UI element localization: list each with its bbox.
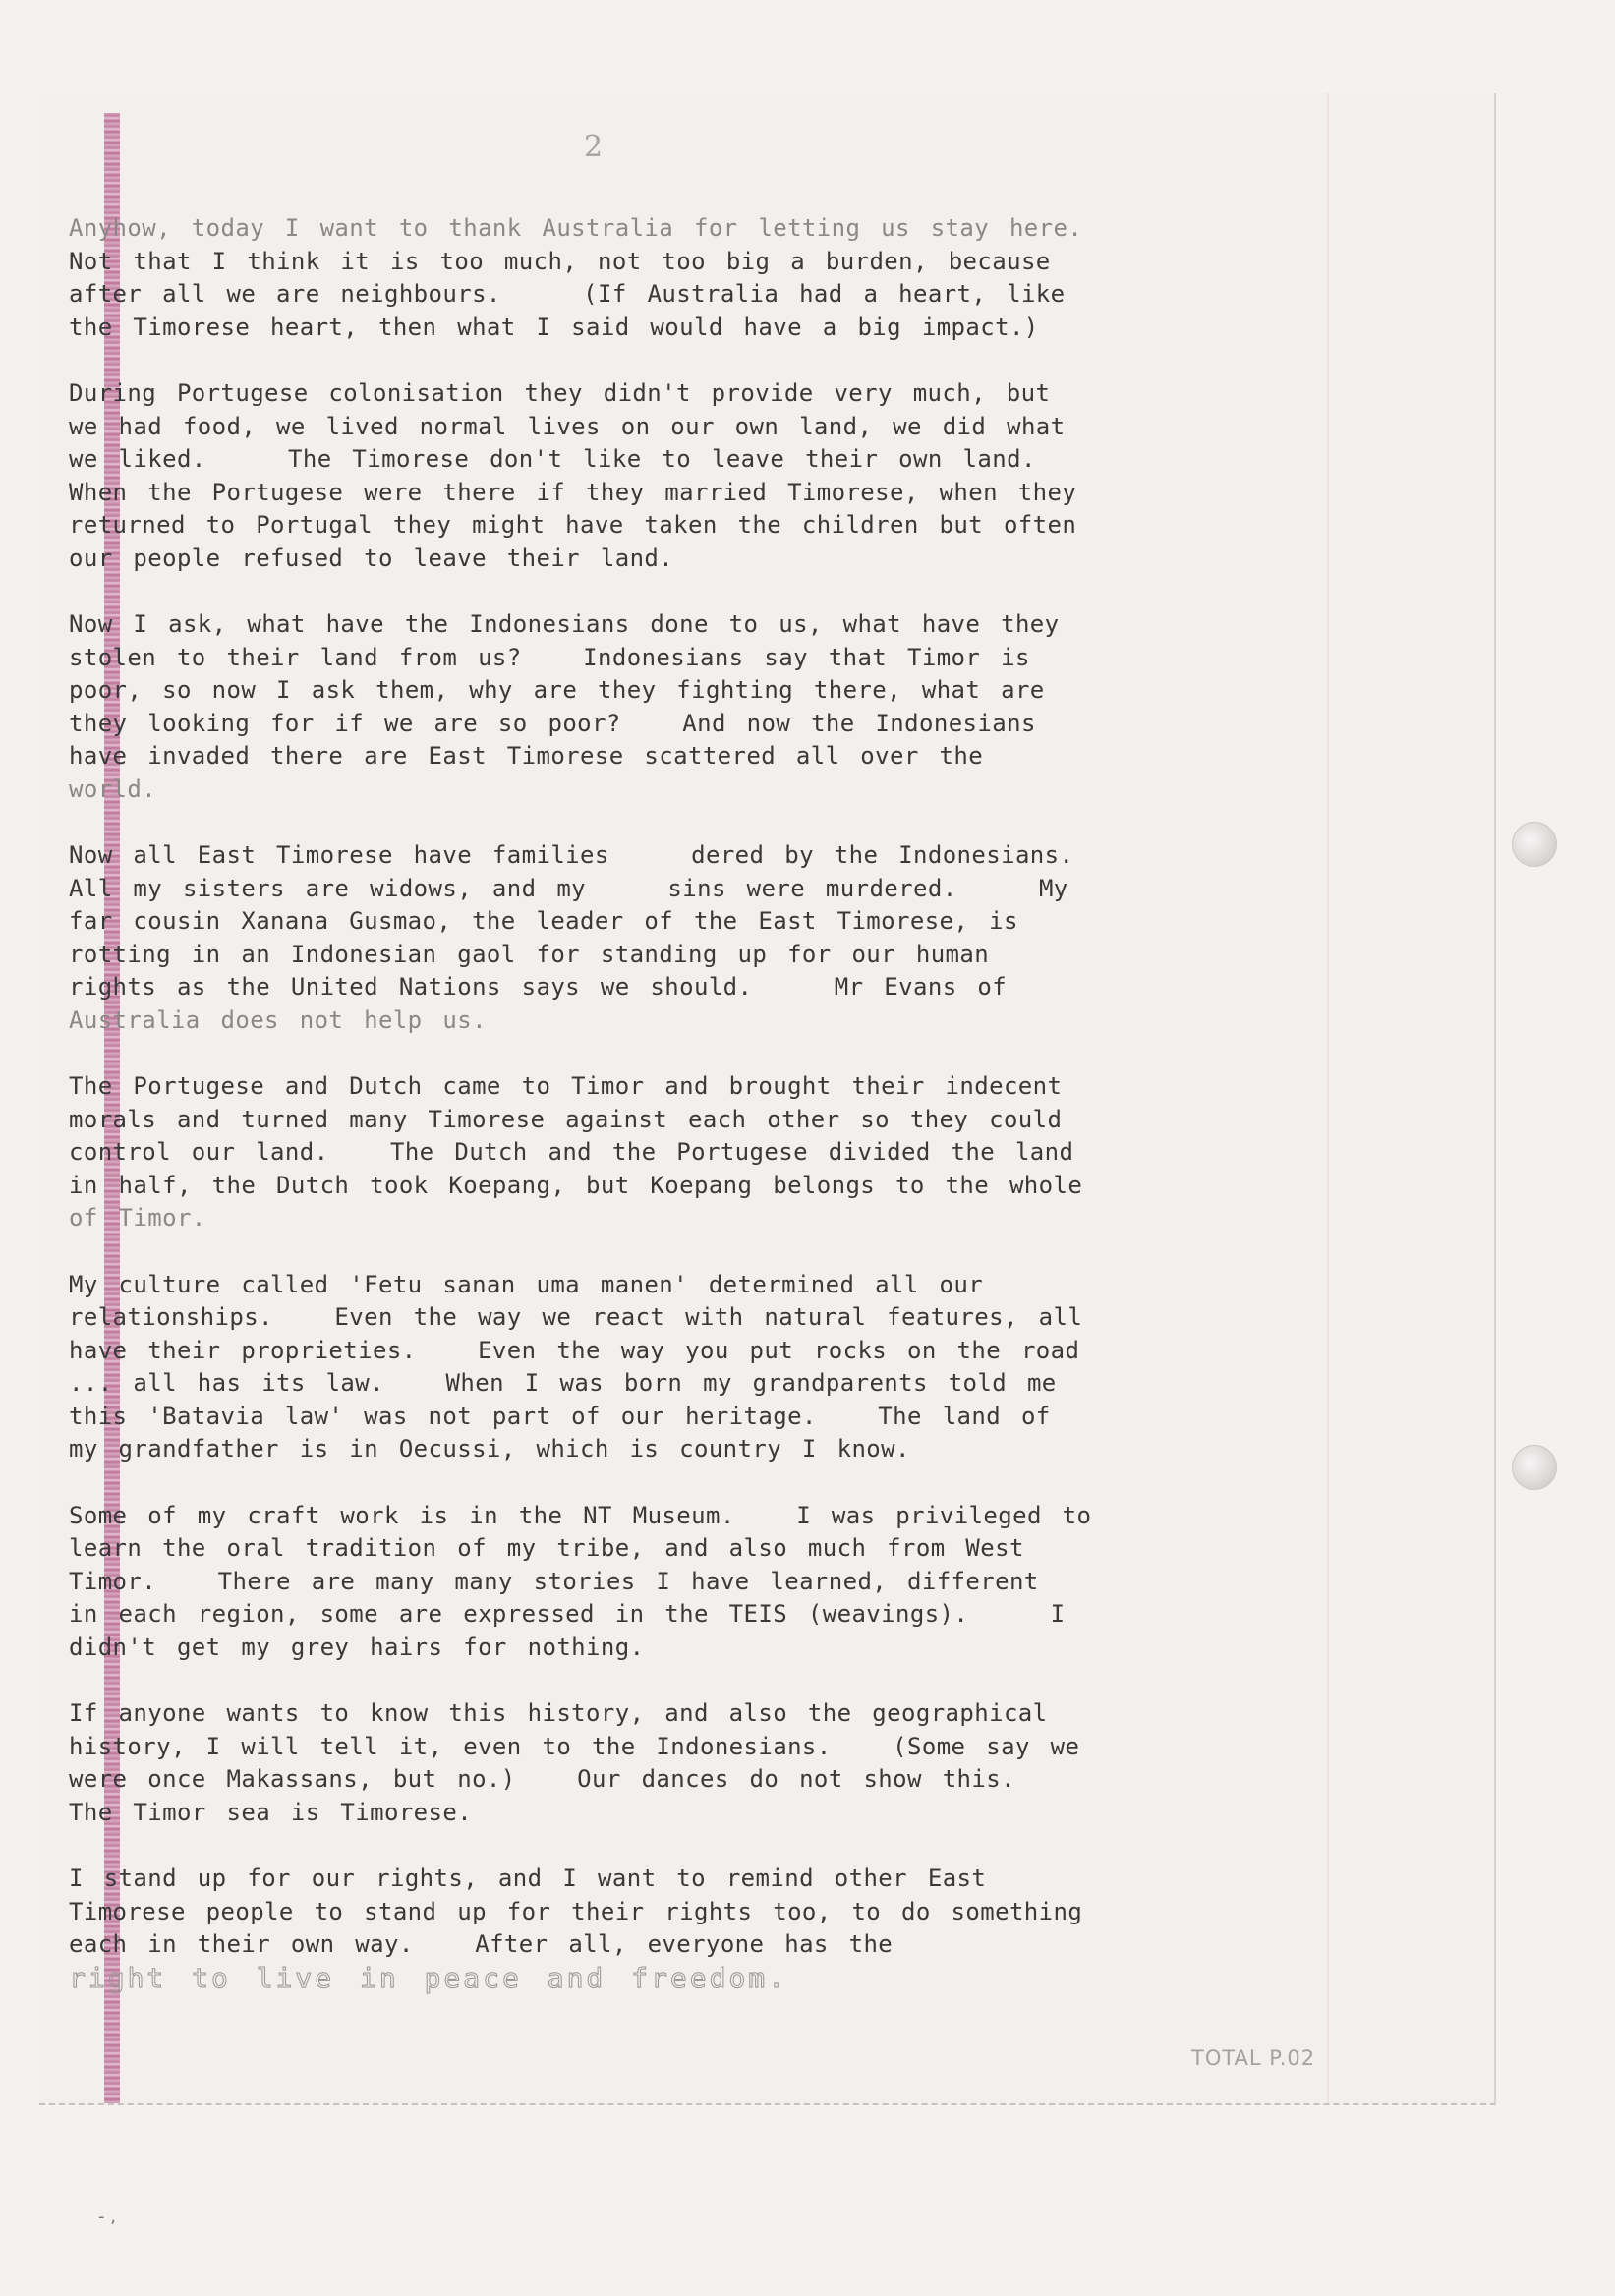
paragraph — [69, 377, 1313, 575]
text-line: Australia does not help us. — [69, 1005, 487, 1034]
page-edge-line — [1327, 93, 1329, 2103]
paragraph — [69, 212, 1313, 344]
text-line: Now I ask, what have the Indonesians done to us, what have they — [69, 610, 1060, 638]
text-line: If anyone wants to know this history, and also the geographical — [69, 1699, 1048, 1727]
text-line: My culture called 'Fetu sanan uma manen' determined all our — [69, 1270, 984, 1298]
paragraph — [69, 839, 1313, 1037]
text-line: ... all has its law. When I was born my grandparents told me — [69, 1369, 1057, 1397]
text-line: Some of my craft work is in the NT Museum. I was privileged to — [69, 1501, 1092, 1529]
text-line: rights as the United Nations says we should. Mr Evans of — [69, 973, 1008, 1001]
text-line: history, I will tell it, even to the Indonesians. (Some say we — [69, 1732, 1080, 1760]
text-line: my grandfather is in Oecussi, which is country I know. — [69, 1435, 910, 1463]
text-line: this 'Batavia law' was not part of our heritage. The land of — [69, 1402, 1051, 1430]
text-line: The Portugese and Dutch came to Timor and brought their indecent — [69, 1072, 1063, 1100]
text-line: returned to Portugal they might have taken the children but often — [69, 511, 1077, 539]
text-line: they looking for if we are so poor? And now the Indonesians — [69, 709, 1036, 737]
text-line: Timor. There are many many stories I have learned, different — [69, 1567, 1039, 1595]
text-line: learn the oral tradition of my tribe, and also much from West — [69, 1534, 1024, 1562]
paragraph — [69, 1863, 1313, 1994]
text-line: The Timor sea is Timorese. — [69, 1798, 473, 1826]
text-line: didn't get my grey hairs for nothing. — [69, 1633, 645, 1661]
text-line: During Portugese colonisation they didn't provide very much, but — [69, 379, 1051, 407]
text-line: poor, so now I ask them, why are they fighting there, what are — [69, 676, 1045, 704]
text-line: All my sisters are widows, and my sins were murdered. My — [69, 874, 1068, 902]
paragraph — [69, 1070, 1313, 1235]
text-line: we liked. The Timorese don't like to leave their own land. — [69, 445, 1036, 473]
text-line: I stand up for our rights, and I want to remind other East — [69, 1865, 987, 1892]
text-line: morals and turned many Timorese against each other so they could — [69, 1105, 1063, 1133]
text-line: have invaded there are East Timorese scattered all over the — [69, 742, 984, 770]
text-line: rotting in an Indonesian gaol for standing up for our human — [69, 940, 990, 968]
text-line: right to live in peace and freedom. — [69, 1961, 788, 1994]
page-number: 2 — [584, 130, 604, 164]
fax-page-total: TOTAL P.02 — [1191, 2046, 1316, 2070]
text-line: our people refused to leave their land. — [69, 544, 674, 572]
text-line: of Timor. — [69, 1204, 206, 1232]
text-line: we had food, we lived normal lives on our own land, we did what — [69, 412, 1066, 440]
paragraph — [69, 1697, 1313, 1829]
text-line: were once Makassans, but no.) Our dances do not show this. — [69, 1765, 1015, 1793]
text-line: control our land. The Dutch and the Portugese divided the land — [69, 1138, 1074, 1166]
text-line: Anyhow, today I want to thank Australia for letting us stay here. — [69, 214, 1083, 242]
corner-mark: - , — [98, 2207, 116, 2227]
text-line: Now all East Timorese have families dered by the Indonesians. — [69, 841, 1074, 869]
text-line: far cousin Xanana Gusmao, the leader of the East Timorese, is — [69, 907, 1018, 935]
text-line: in half, the Dutch took Koepang, but Koepang belongs to the whole — [69, 1171, 1083, 1199]
letter-body — [69, 212, 1313, 2028]
punch-hole-top — [1512, 822, 1557, 867]
text-line: stolen to their land from us? Indonesians say that Timor is — [69, 643, 1030, 671]
punch-hole-bottom — [1512, 1445, 1557, 1490]
text-line: relationships. Even the way we react with natural features, all — [69, 1303, 1083, 1331]
text-line: after all we are neighbours. (If Australia had a heart, like — [69, 280, 1066, 308]
paragraph — [69, 608, 1313, 806]
text-line: have their proprieties. Even the way you put rocks on the road — [69, 1336, 1080, 1364]
text-line: Timorese people to stand up for their rights too, to do something — [69, 1897, 1083, 1925]
text-line: world. — [69, 775, 157, 803]
text-line: the Timorese heart, then what I said would have a big impact.) — [69, 313, 1039, 341]
text-line: Not that I think it is too much, not too big a burden, because — [69, 247, 1051, 275]
paragraph — [69, 1500, 1313, 1665]
paragraph — [69, 1269, 1313, 1466]
text-line: each in their own way. After all, everyone has the — [69, 1930, 894, 1958]
text-line: in each region, some are expressed in the TEIS (weavings). I — [69, 1600, 1066, 1628]
text-line: When the Portugese were there if they married Timorese, when they — [69, 478, 1077, 506]
